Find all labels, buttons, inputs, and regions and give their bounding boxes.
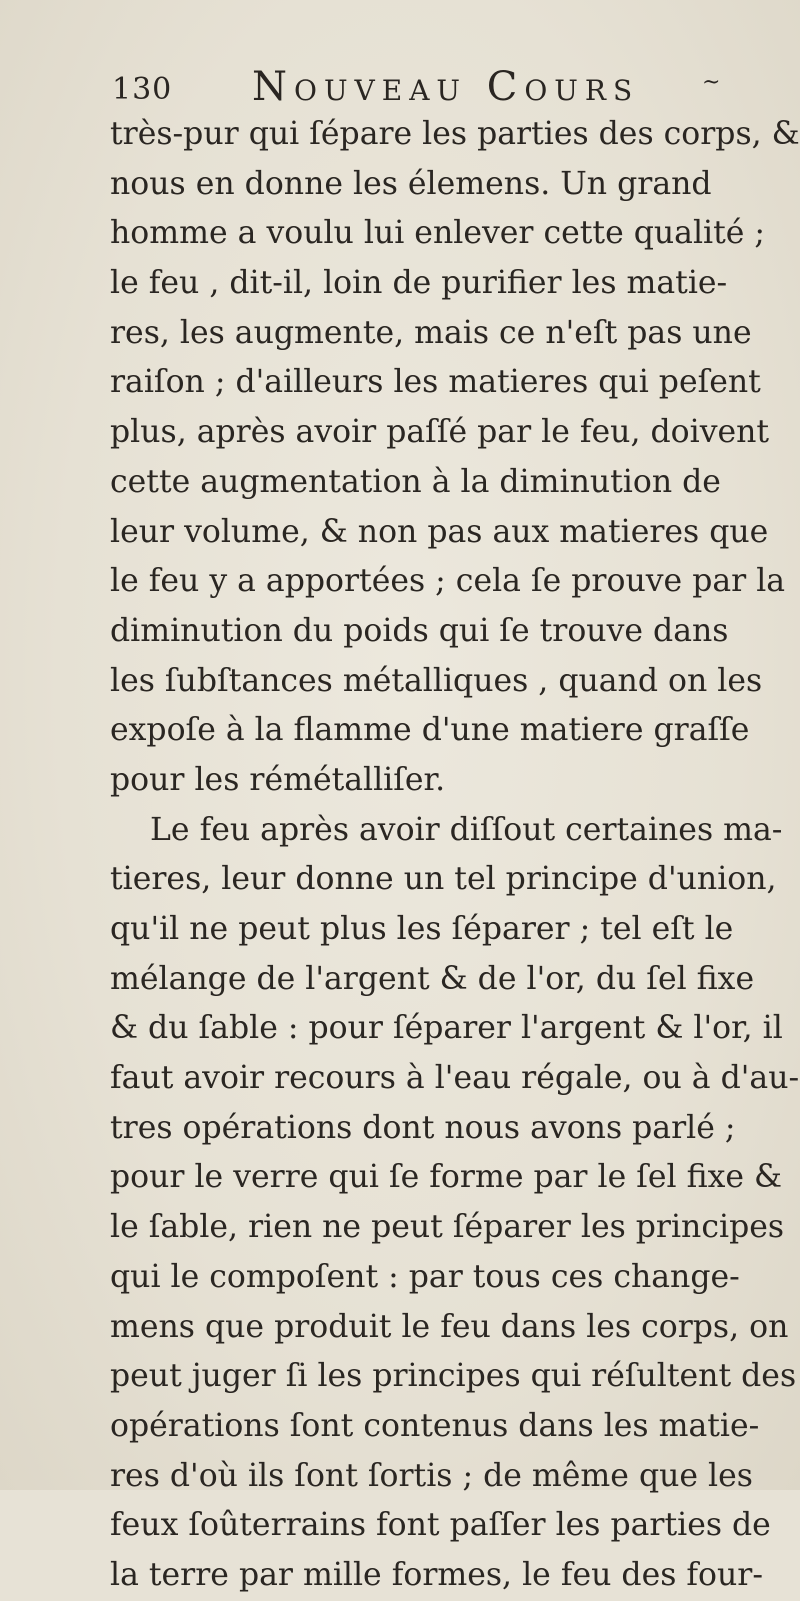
text-line: mens que produit le feu dans les corps, on: [110, 1308, 789, 1345]
text-line: pour le verre qui ſe forme par le ſel fixe &: [110, 1159, 783, 1196]
text-line: leur volume, & non pas aux matieres que: [110, 513, 769, 550]
text-line: le feu y a apportées ; cela ſe prouve par la: [110, 563, 786, 600]
text-line: tieres, leur donne un tel principe d'union,: [110, 861, 777, 898]
text-line: nous en donne les élemens. Un grand: [110, 165, 712, 202]
text-line: faut avoir recours à l'eau régale, ou à d'au-: [110, 1060, 800, 1097]
text-line: très-pur qui ſépare les parties des corps, &: [110, 116, 800, 152]
text-line: res d'où ils ſont ſortis ; de même que les: [110, 1457, 753, 1494]
text-line: peut juger ſi les principes qui réſultent des: [110, 1358, 797, 1395]
text-line: le feu , dit-il, loin de purifier les matie-: [110, 265, 728, 302]
body-text: [110, 110, 800, 1601]
text-line: expoſe à la flamme d'une matiere graſſe: [110, 712, 750, 749]
running-head: Nouveau Cours: [252, 64, 640, 110]
page-number: 130: [112, 72, 173, 107]
text-line: & du ſable : pour ſéparer l'argent & l'or, il: [110, 1010, 783, 1047]
text-line: les ſubſtances métalliques , quand on les: [110, 662, 763, 699]
text-line: pour les rémétalliſer.: [110, 761, 446, 798]
text-line: mélange de l'argent & de l'or, du ſel fixe: [110, 960, 755, 997]
text-line: diminution du poids qui ſe trouve dans: [110, 612, 729, 649]
text-line: qu'il ne peut plus les ſéparer ; tel eſt le: [110, 911, 734, 947]
text-line: le ſable, rien ne peut ſéparer les principes: [110, 1209, 785, 1246]
text-line: la terre par mille formes, le feu des four-: [110, 1556, 764, 1593]
catchmark: ~: [702, 70, 721, 95]
text-line: tres opérations dont nous avons parlé ;: [110, 1109, 736, 1146]
text-line: raiſon ; d'ailleurs les matieres qui peſent: [110, 364, 761, 401]
paragraph-start-line: Le feu après avoir diſſout certaines ma-: [150, 811, 783, 848]
text-line: homme a voulu lui enlever cette qualité ;: [110, 215, 766, 252]
text-line: qui le compoſent : par tous ces change-: [110, 1258, 740, 1295]
text-line: plus, après avoir paſſé par le feu, doivent: [110, 414, 770, 451]
text-line: opérations ſont contenus dans les matie-: [110, 1407, 760, 1444]
text-line: feux ſoûterrains font paſſer les parties de: [110, 1507, 771, 1544]
text-line: cette augmentation à la diminution de: [110, 463, 721, 500]
text-line: res, les augmente, mais ce n'eſt pas une: [110, 314, 752, 351]
page-header: [112, 62, 732, 112]
